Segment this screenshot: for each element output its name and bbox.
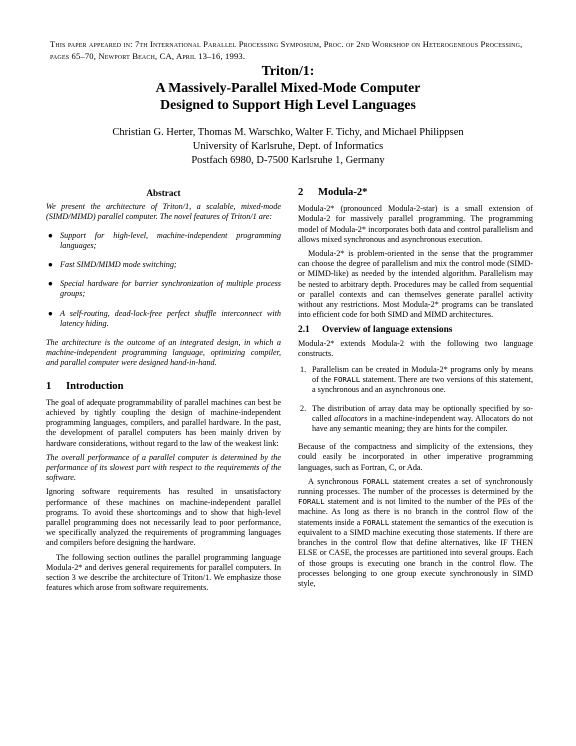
construct-item: 2. The distribution of array data may be optionally specified by so-called allocators in a machine-independent way. Allocators do not have any semantic meaning; they are hints for the compiler.	[300, 403, 534, 434]
emphasis-term: allocators	[334, 413, 368, 423]
feature-item: ● Special hardware for barrier synchronization of multiple process groups;	[48, 279, 281, 299]
code-keyword: FORALL	[362, 476, 390, 486]
code-keyword: FORALL	[362, 517, 390, 527]
author-affiliation: University of Karlsruhe, Dept. of Informatics	[192, 141, 384, 152]
code-keyword: FORALL	[333, 375, 361, 385]
author-address: Postfach 6980, D-7500 Karlsruhe 1, Germany	[191, 155, 385, 166]
left-column	[46, 188, 281, 598]
author-block	[0, 126, 576, 168]
overview-intro: Modula-2* extends Modula-2 with the following two language constructs.	[298, 338, 533, 358]
modula-paragraph-1: Modula-2* (pronounced Modula-2-star) is a small extension of Modula-2 for massively parallel programming. The programming model of Modula-2* incorporates both data and control parallelism and allows mixed synchronous and asynchronous execution.	[298, 204, 533, 244]
bullet-icon: ●	[48, 230, 53, 240]
bullet-icon: ●	[48, 260, 53, 270]
publication-notice: This paper appeared in: 7th International Parallel Processing Symposium, Proc. of 2nd Workshop on Heterogeneous Processing, pages 65–70, Newport Beach, CA, April 13–16, 1993.	[50, 39, 523, 61]
paper-title	[0, 62, 576, 113]
feature-item: ● Fast SIMD/MIMD mode switching;	[48, 260, 177, 270]
code-keyword: FORALL	[298, 497, 325, 507]
weakest-link-law: The overall performance of a parallel computer is determined by the performance of its slowest part with respect to the requirements of the software.	[46, 452, 281, 483]
feature-item: ● A self-routing, dead-lock-free perfect shuffle interconnect with latency hiding.	[48, 308, 281, 328]
abstract-closing: The architecture is the outcome of an integrated design, in which a machine-independent programming language, optimizing compiler, and parallel computer were designed hand-in-hand.	[46, 338, 281, 368]
intro-paragraph-1: The goal of adequate programmability of parallel machines can best be achieved by tightly coupling the design of machine-independent programming languages, compilers, and parallel hardware. In the past, the development of parallel computers has been mainly driven by hardware considerations, without regard to the law of the weakest link:	[46, 397, 281, 448]
bullet-icon: ●	[48, 308, 53, 318]
abstract-intro: We present the architecture of Triton/1, a scalable, mixed-mode (SIMD/MIMD) parallel computer. The novel features of Triton/1 are:	[46, 202, 281, 222]
right-column	[298, 188, 533, 593]
construct-item: 1. Parallelism can be created in Modula-2* programs only by means of the FORALL statement. There are two versions of this statement, a synchronous and an asynchronous one.	[300, 365, 534, 395]
intro-paragraph-3: The following section outlines the parallel programming language Modula-2* and derives general requirements for parallel computers. In section 3 we describe the architecture of Triton/1. We emphasize those features which arose from software requirements.	[46, 552, 281, 593]
author-names: Christian G. Herter, Thomas M. Warschko, Walter F. Tichy, and Michael Philippsen	[112, 127, 464, 138]
construct-list	[298, 365, 533, 434]
section-heading-introduction: 1 Introduction	[46, 380, 124, 392]
modula-paragraph-2: Modula-2* is problem-oriented in the sense that the programmer can choose the degree of parallelism and mix the control mode (SIMD- or MIMD-like) as needed by the intended algorithm. Parallelism may be nested to arbitrary depth. Procedures may be called from sequential or parallel contexts and can themselves generate parallel activity without any restrictions. Most Modula-2* programs can be translated into efficient code for both SIMD and MIMD architectures.	[298, 249, 533, 320]
feature-item: ● Support for high-level, machine-independent programming languages;	[48, 230, 281, 250]
section-heading-modula: 2 Modula-2*	[298, 187, 368, 198]
bullet-icon: ●	[48, 279, 53, 289]
intro-paragraph-2: Ignoring software requirements has resulted in unsatisfactory performance of these machines on machine-independent parallel programs. To avoid these shortcomings and to show that high-level parallel programming does not necessarily lead to poor performance, we specifically analyzed the requirements of programming languages and compilers before designing the hardware.	[46, 487, 281, 548]
title-line-2: A Massively-Parallel Mixed-Mode Computer	[155, 80, 421, 95]
feature-list	[46, 231, 281, 329]
title-line-3: Designed to Support High Level Languages	[160, 97, 416, 112]
abstract-heading: Abstract	[146, 188, 181, 198]
extensions-paragraph: Because of the compactness and simplicity of the extensions, they could easily be incorporated in other imperative programming languages, such as Fortran, C, or Ada.	[298, 442, 533, 472]
title-line-1: Triton/1:	[261, 63, 315, 78]
forall-paragraph: A synchronous FORALL statement creates a set of synchronously running processes. The number of the processes is determined by the FORALL statement and is not limited to the number of the PEs of the machine. As long as there is no branch in the control flow of the statements inside a FORALL statement the semantics of the execution is equivalent to a SIMD machine executing those statements. If there are branches in the control flow that define alternatives, like IF THEN ELSE or CASE, the processes are partitioned into several groups. Each of those groups is executing one branch in the control flow. The processes belonging to one group execute synchronously in SIMD style,	[298, 476, 533, 588]
subsection-heading-overview: 2.1 Overview of language extensions	[298, 325, 453, 336]
